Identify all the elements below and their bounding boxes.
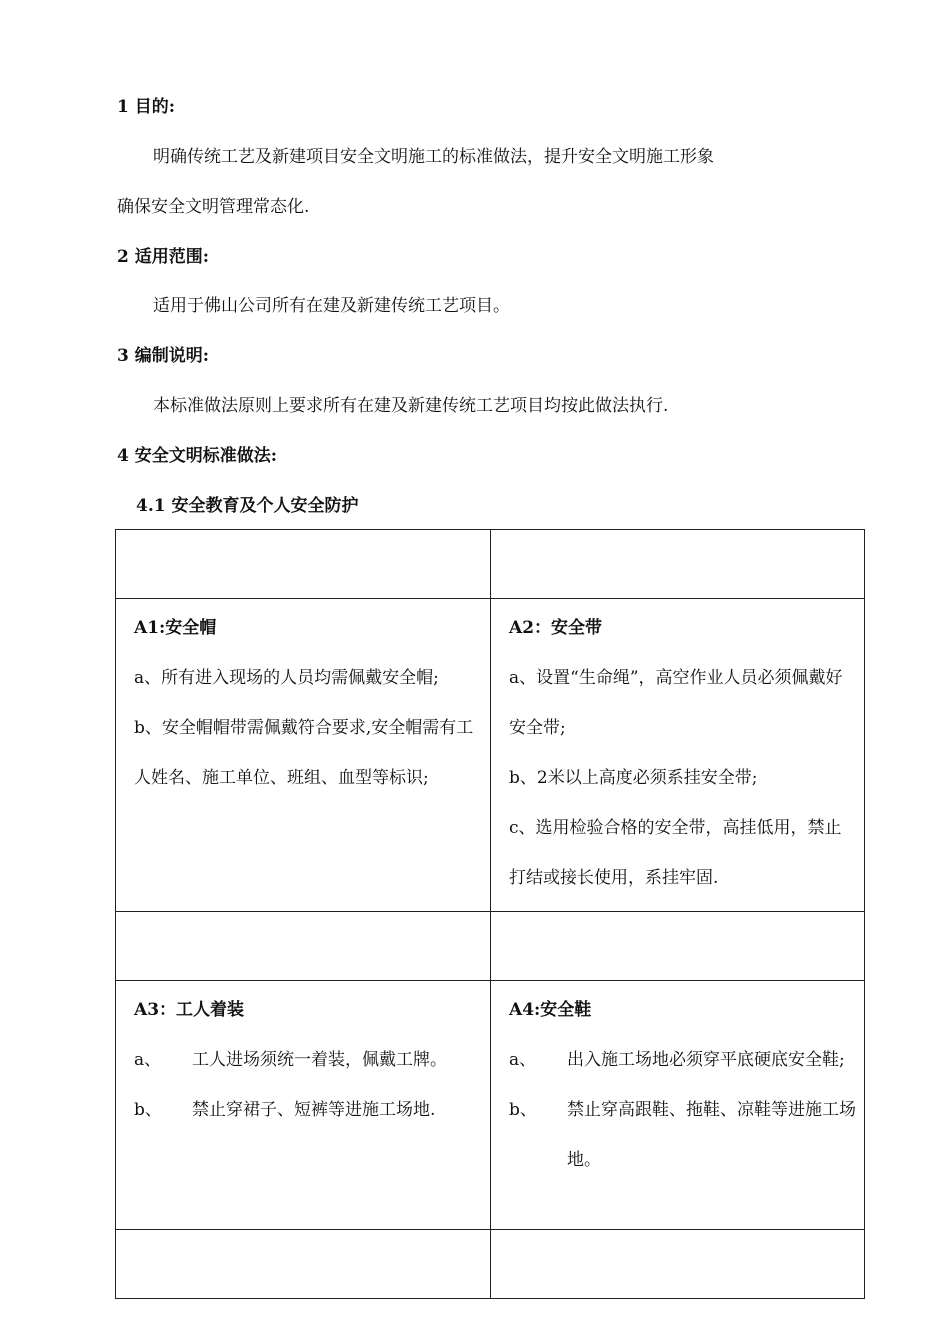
a1-title: A1:安全帽 [134,618,217,638]
section-1-body-line-1: 明确传统工艺及新建项目安全文明施工的标准做法，提升安全文明施工形象 [153,147,714,167]
image-placeholder-cell [491,1230,865,1299]
image-placeholder-cell [116,1230,491,1299]
image-placeholder-cell [116,912,491,981]
list-item [509,1035,858,1085]
image-placeholder-cell [491,530,865,599]
a2-cell [491,599,865,912]
image-placeholder-cell [491,912,865,981]
list-item [509,1085,858,1185]
a4-cell [491,981,865,1230]
table-row [116,981,865,1230]
item-text: 禁止穿高跟鞋、拖鞋、凉鞋等进施工场地。 [567,1100,856,1170]
a1-para-2: b、安全帽帽带需佩戴符合要求,安全帽需有工人姓名、施工单位、班组、血型等标识; [134,718,474,788]
table-row [116,912,865,981]
a2-para-3: c、选用检验合格的安全带，高挂低用，禁止打结或接长使用，系挂牢固. [509,818,842,888]
a3-cell [116,981,491,1230]
section-3-body: 本标准做法原则上要求所有在建及新建传统工艺项目均按此做法执行. [153,396,669,416]
a2-title: A2：安全带 [509,618,603,638]
section-1-heading: 1 目的: [117,97,176,117]
item-marker: a、 [134,1050,162,1070]
a1-cell [116,599,491,912]
section-2-heading: 2 适用范围: [117,247,210,267]
a2-para-2: b、2米以上高度必须系挂安全带; [509,768,758,788]
item-text: 工人进场须统一着装，佩戴工牌。 [192,1050,447,1070]
a1-para-1: a、所有进入现场的人员均需佩戴安全帽; [134,668,439,688]
table-row [116,530,865,599]
table-row [116,599,865,912]
item-marker: b、 [509,1100,537,1120]
item-marker: b、 [134,1100,162,1120]
section-3-heading: 3 编制说明: [117,346,210,366]
item-marker: a、 [509,1050,537,1070]
list-item [134,1085,482,1135]
table-row [116,1230,865,1299]
image-placeholder-cell [116,530,491,599]
section-2-body: 适用于佛山公司所有在建及新建传统工艺项目。 [153,296,510,316]
section-4-heading: 4 安全文明标准做法: [117,446,278,466]
safety-standards-table [115,529,865,1299]
list-item [134,1035,482,1085]
section-4-1-heading: 4.1 安全教育及个人安全防护 [136,496,359,516]
a3-title: A3：工人着装 [134,1000,245,1020]
a4-title: A4:安全鞋 [509,1000,592,1020]
item-text: 禁止穿裙子、短裤等进施工场地. [192,1100,436,1120]
section-1-body-line-2: 确保安全文明管理常态化. [117,197,310,217]
item-text: 出入施工场地必须穿平底硬底安全鞋; [567,1050,845,1070]
a2-para-1: a、设置“生命绳”，高空作业人员必须佩戴好安全带; [509,668,843,738]
